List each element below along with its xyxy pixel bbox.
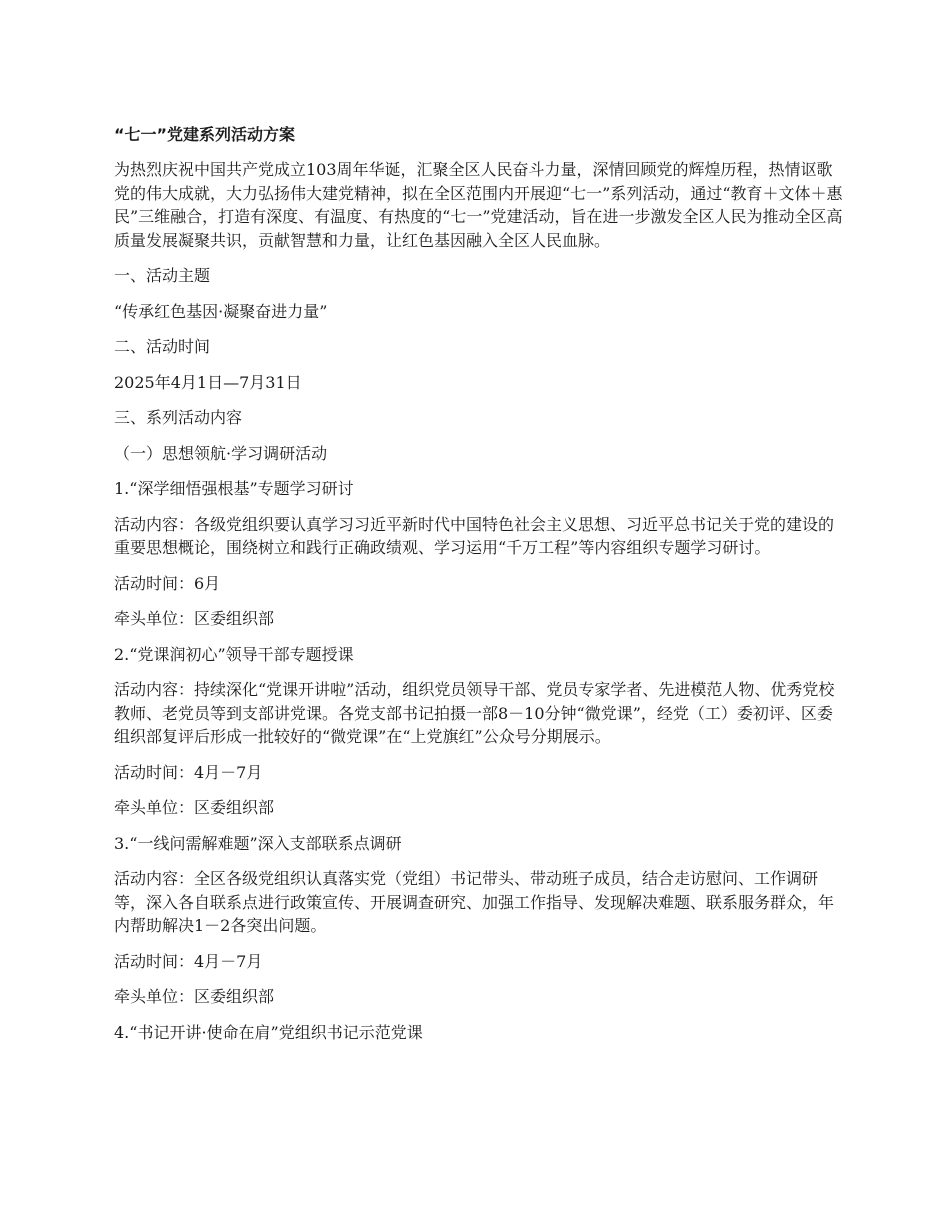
time-text: 2025年4月1日—7月31日 — [114, 372, 302, 392]
item-content: 活动内容：全区各级党组织认真落实党（党组）书记带头、带动班子成员，结合走访慰问、工作调研等，深入各自联系点进行政策宣传、开展调查研究、加强工作指导、发现解决难题、联系服务群众，年内帮助解决1－2各突出问题。 — [114, 869, 835, 935]
section-heading-time: 二、活动时间 — [114, 337, 211, 356]
item-content: 活动内容：各级党组织要认真学习习近平新时代中国特色社会主义思想、习近平总书记关于党的建设的重要思想概论，围绕树立和践行正确政绩观、学习运用“千万工程”等内容组织专题学习研讨。 — [114, 514, 835, 557]
subsection-heading: （一）思想领航·学习调研活动 — [114, 443, 328, 463]
item-heading: 2.“党课润初心”领导干部专题授课 — [114, 644, 354, 664]
item-lead-unit: 牵头单位：区委组织部 — [114, 987, 275, 1006]
item-time: 活动时间：4月－7月 — [114, 762, 263, 782]
document-title: “七一”党建系列活动方案 — [114, 125, 296, 144]
item-heading: 4.“书记开讲·使命在肩”党组织书记示范党课 — [114, 1022, 423, 1042]
item-lead-unit: 牵头单位：区委组织部 — [114, 609, 275, 628]
document-page — [114, 124, 844, 1056]
item-heading: 1.“深学细悟强根基”专题学习研讨 — [114, 479, 354, 498]
theme-text: “传承红色基因·凝聚奋进力量” — [114, 301, 328, 321]
item-content: 活动内容：持续深化“党课开讲啦”活动，组织党员领导干部、党员专家学者、先进模范人物、优秀党校教师、老党员等到支部讲党课。各党支部书记拍摄一部8－10分钟“微党课”，经党（工）委初评、区委组织部复评后形成一批较好的“微党课”在“上党旗红”公众号分期展示。 — [114, 680, 835, 746]
section-heading-content: 三、系列活动内容 — [114, 408, 243, 427]
intro-paragraph: 为热烈庆祝中国共产党成立103周年华诞，汇聚全区人民奋斗力量，深情回顾党的辉煌历程，热情讴歌党的伟大成就，大力弘扬伟大建党精神，拟在全区范围内开展迎“七一”系列活动，通过“教育＋文体＋惠民”三维融合，打造有深度、有温度、有热度的“七一”党建活动，旨在进一步激发全区人民为推动全区高质量发展凝聚共识，贡献智慧和力量，让红色基因融入全区人民血脉。 — [114, 160, 843, 250]
item-lead-unit: 牵头单位：区委组织部 — [114, 798, 275, 817]
section-heading-theme: 一、活动主题 — [114, 266, 211, 285]
item-heading: 3.“一线问需解难题”深入支部联系点调研 — [114, 833, 402, 853]
item-time: 活动时间：4月－7月 — [114, 951, 263, 971]
item-time: 活动时间：6月 — [114, 573, 221, 593]
